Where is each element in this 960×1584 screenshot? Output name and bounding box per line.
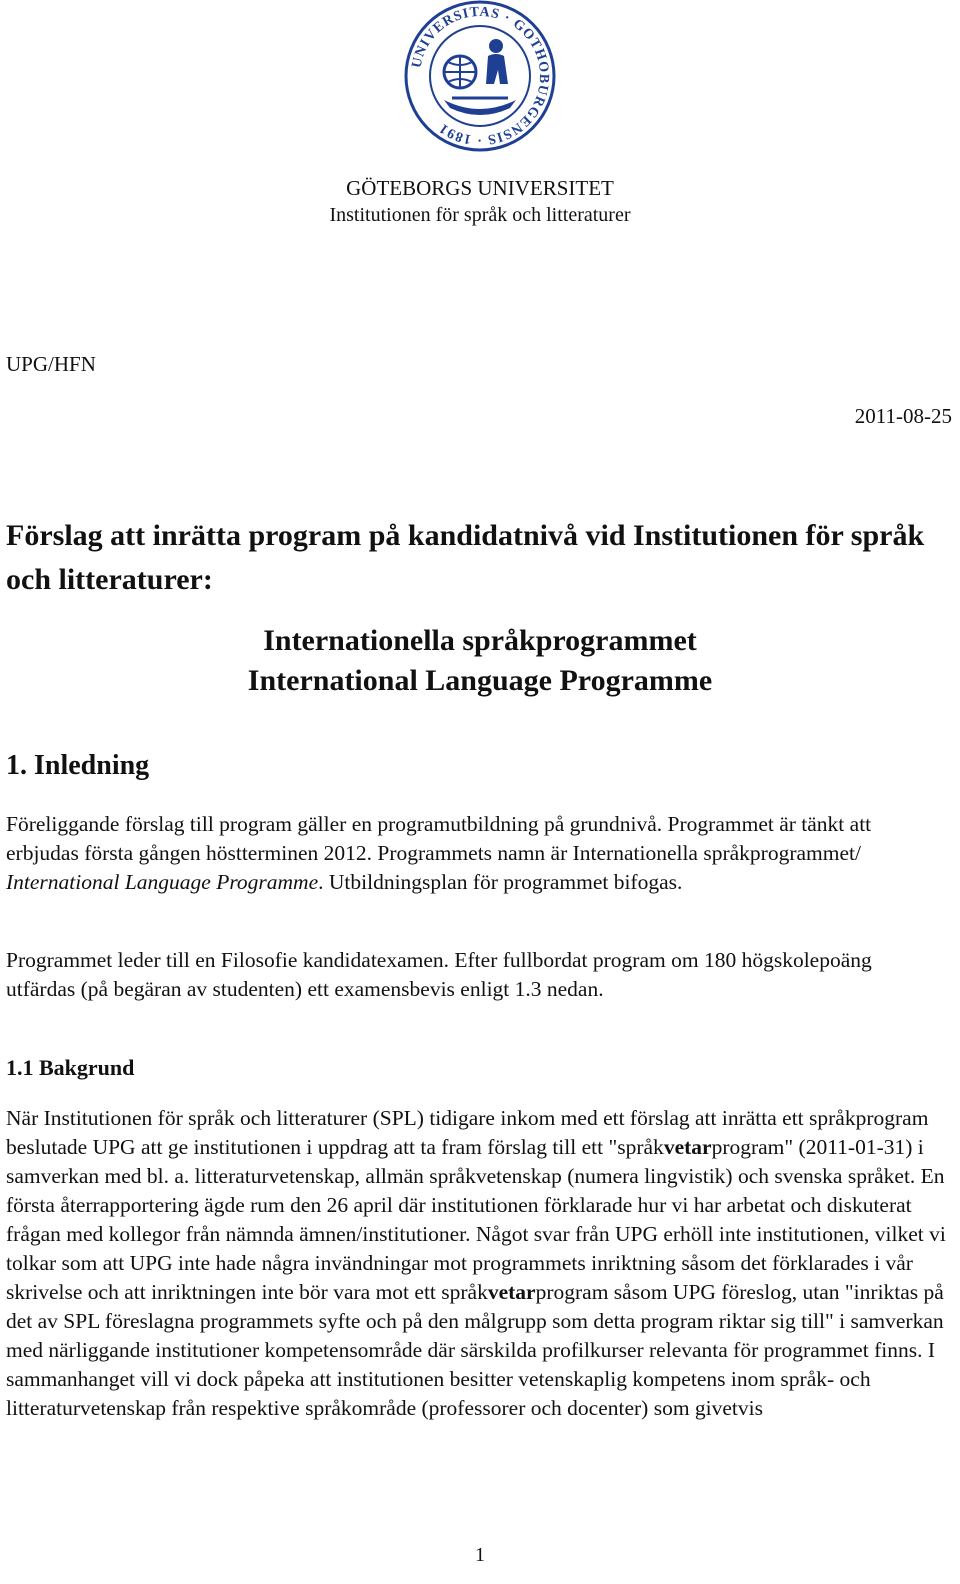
- intro-paragraph: [6, 810, 946, 897]
- intro-text-part2: . Utbildningsplan för programmet bifogas.: [318, 870, 683, 894]
- document-date: 2011-08-25: [854, 404, 952, 428]
- university-seal-logo: [404, 0, 556, 152]
- reference-code: UPG/HFN: [6, 352, 96, 376]
- university-name: GÖTEBORGS UNIVERSITET: [346, 176, 614, 200]
- background-bold-vetar-2: vetar: [487, 1280, 536, 1304]
- svg-text:UNIVERSITAS · GOTHOBURGENSIS ·: UNIVERSITAS · GOTHOBURGENSIS · 1891: [409, 4, 552, 148]
- page-number: 1: [475, 1544, 485, 1566]
- section-heading-inledning: 1. Inledning: [6, 750, 150, 781]
- programme-name-english: International Language Programme: [247, 664, 713, 697]
- background-text-part3: program såsom UPG föreslog, utan "inriktas på det av SPL föreslagna programmets syfte och på den målgrupp som detta program riktar sig till" i samverkan med närliggande institutioner kompetensområde där särskilda profilkurser relevanta för programmet finns. I sammanhanget vill vi dock påpeka att institutionen besitter vetenskaplig kompetens inom språk- och litteraturvetenskap från respektive språkområde (professorer och docenter) som givetvis: [6, 1280, 944, 1420]
- background-text-part1: När Institutionen för språk och litteraturer (SPL) tidigare inkom med ett förslag att inrätta ett språkprogram beslutade UPG att ge institutionen i uppdrag att ta fram förslag till ett "språk: [6, 1106, 929, 1159]
- intro-programme-name-italic: International Language Programme: [6, 870, 319, 894]
- background-text-part2: program" (2011-01-31) i samverkan med bl. a. litteraturvetenskap, allmän språkvetenskap (numera lingvistik) och svenska språket. En första återrapportering ägde rum den 26 april där institutionen förklarade hur vi har arbetat och diskuterat frågan med kollegor från nämnda ämnen/institutioner. Något svar från UPG erhöll inte institutionen, vilket vi tolkar som att UPG inte hade några invändningar mot programmets inriktning såsom det förklarades i vår skrivelse och att inriktningen inte bör vara mot ett språk: [6, 1135, 946, 1304]
- background-bold-vetar-1: vetar: [663, 1135, 712, 1159]
- programme-name-swedish: Internationella språkprogrammet: [263, 624, 697, 657]
- section-heading-bakgrund: 1.1 Bakgrund: [6, 1055, 135, 1080]
- department-name: Institutionen för språk och litteraturer: [329, 204, 631, 226]
- background-paragraph: [6, 1104, 946, 1423]
- degree-paragraph: Programmet leder till en Filosofie kandidatexamen. Efter fullbordat program om 180 högskolepoäng utfärdas (på begäran av studenten) ett examensbevis enligt 1.3 nedan.: [6, 948, 872, 1001]
- intro-text-part1: Föreliggande förslag till program gäller en programutbildning på grundnivå. Programmet är tänkt att erbjudas första gången höstterminen 2012. Programmets namn är Internationella språkprogrammet/: [6, 812, 872, 865]
- document-title: Förslag att inrätta program på kandidatnivå vid Institutionen för språk och litteraturer:: [6, 519, 925, 596]
